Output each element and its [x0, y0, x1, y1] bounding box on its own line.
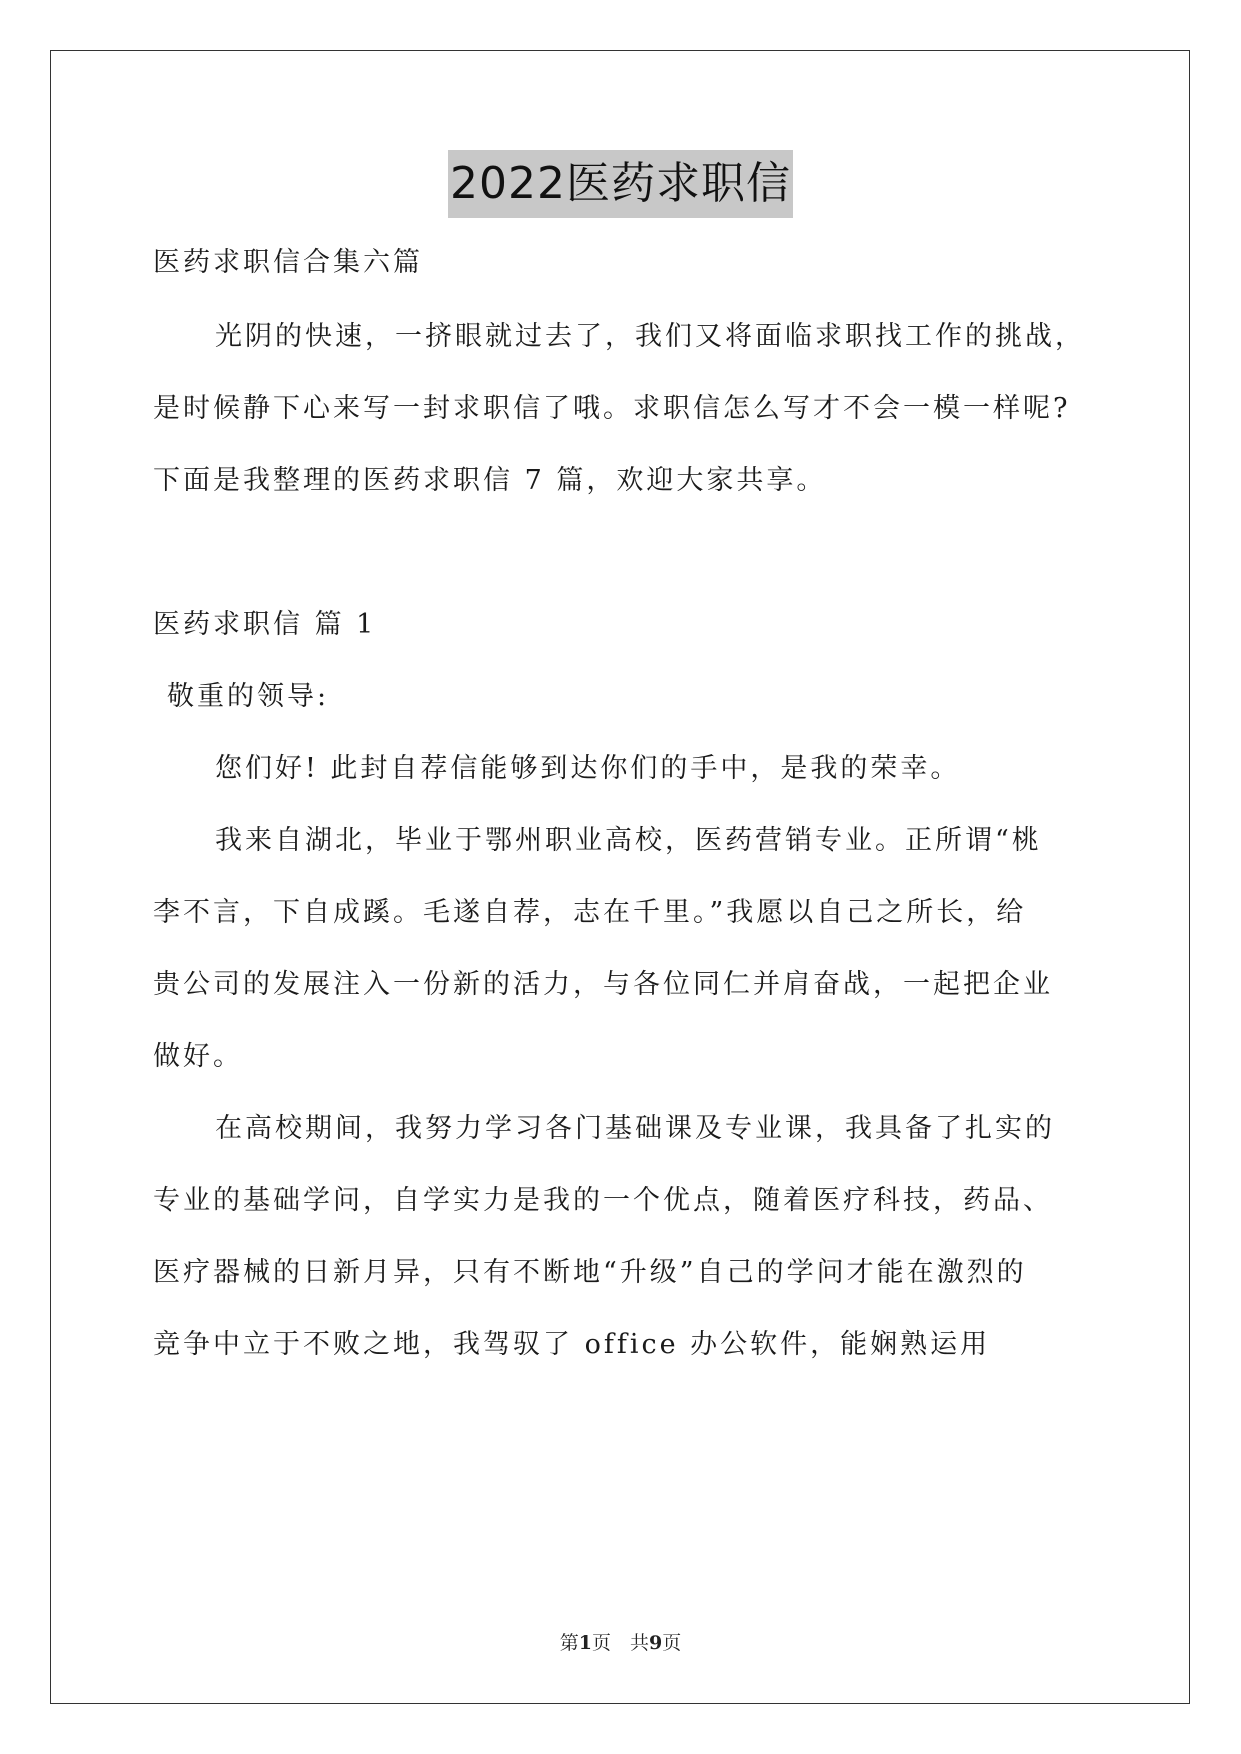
- page-border: [50, 50, 1190, 1704]
- subtitle: 医药求职信合集六篇: [153, 247, 423, 278]
- body-line-9: 竞争中立于不败之地，我驾驭了 office 办公软件，能娴熟运用: [153, 1329, 991, 1360]
- body-line-7: 专业的基础学问，自学实力是我的一个优点，随着医疗科技，药品、: [153, 1185, 1053, 1216]
- body-line-2: 我来自湖北，毕业于鄂州职业高校，医药营销专业。正所谓“桃: [215, 825, 1042, 856]
- footer-suffix: 页: [662, 1632, 682, 1654]
- document-title: 2022医药求职信: [448, 150, 793, 218]
- title-wrap: [0, 150, 1241, 218]
- intro-line-1: 光阴的快速，一挤眼就过去了，我们又将面临求职找工作的挑战，: [215, 321, 1085, 352]
- body-line-4: 贵公司的发展注入一份新的活力，与各位同仁并肩奋战，一起把企业: [153, 969, 1053, 1000]
- body-line-5: 做好。: [153, 1041, 243, 1072]
- footer-total-pages: 9: [649, 1632, 663, 1654]
- body-line-6: 在高校期间，我努力学习各门基础课及专业课，我具备了扎实的: [215, 1113, 1055, 1144]
- salutation: 敬重的领导:: [167, 681, 330, 712]
- footer-mid: 页 共: [591, 1632, 649, 1654]
- footer-prefix: 第: [559, 1632, 579, 1654]
- body-line-3: 李不言，下自成蹊。毛遂自荐，志在千里。”我愿以自己之所长，给: [153, 897, 1027, 928]
- intro-line-3: 下面是我整理的医药求职信 7 篇，欢迎大家共享。: [153, 465, 827, 496]
- body-line-1: 您们好! 此封自荐信能够到达你们的手中，是我的荣幸。: [215, 753, 961, 784]
- intro-line-2: 是时候静下心来写一封求职信了哦。求职信怎么写才不会一模一样呢?: [153, 393, 1071, 424]
- section-heading: 医药求职信 篇 1: [153, 609, 377, 640]
- footer-page-number: 1: [578, 1632, 592, 1654]
- body-line-8: 医疗器械的日新月异，只有不断地“升级”自己的学问才能在激烈的: [153, 1257, 1027, 1288]
- page-footer: [0, 1628, 1241, 1655]
